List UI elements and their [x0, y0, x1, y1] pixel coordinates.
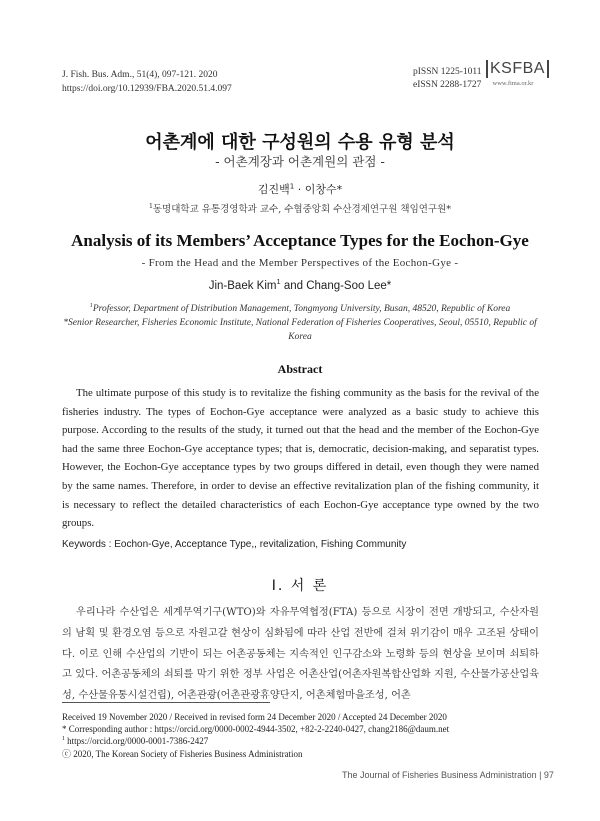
english-affiliations [0, 302, 600, 344]
english-author-2: Chang-Soo Lee* [306, 280, 392, 292]
abstract-heading: Abstract [277, 362, 323, 376]
korean-aff-mark: 1 [148, 202, 153, 210]
english-aff-2: *Senior Researcher, Fisheries Economic Institute, National Federation of Fisheries Cooperatives, Seoul, 05510, Republic of Korea [63, 318, 537, 342]
logo-mark: KSFBA [486, 60, 549, 78]
corresponding-author: * Corresponding author : https://orcid.org/0000-0002-4944-3502, +82-2-2240-0427, chang2186@daum.net [62, 724, 450, 735]
received-dates: Received 19 November 2020 / Received in revised form 24 December 2020 / Accepted 24 December 2020 [62, 712, 447, 722]
english-authors [0, 277, 600, 292]
english-author-and: and [280, 280, 307, 292]
korean-author-separator: · [294, 183, 305, 196]
orcid-1-mark: 1 [62, 736, 65, 743]
author-1-orcid [62, 735, 449, 747]
english-aff-1-text: Professor, Department of Distribution Management, Tongmyong University, Busan, 48520, Republic of Korea [92, 304, 511, 314]
english-title: Analysis of its Members’ Acceptance Types for the Eochon-Gye [71, 231, 529, 250]
keywords: Keywords : Eochon-Gye, Acceptance Type,, revitalization, Fishing Community [62, 539, 407, 550]
copyright: ⓒ 2020, The Korean Society of Fisheries Business Administration [62, 748, 303, 759]
doi-link[interactable]: https://doi.org/10.12939/FBA.2020.51.4.097 [62, 84, 232, 94]
logo-url: www.fima.or.kr [492, 80, 534, 87]
english-author-1: Jin-Baek Kim [208, 280, 277, 292]
english-author-1-mark: 1 [276, 277, 281, 287]
korean-title: 어촌계에 대한 구성원의 수용 유형 분석 [145, 132, 455, 153]
orcid-1-link[interactable]: https://orcid.org/0000-0001-7386-2427 [64, 736, 209, 747]
page-footer: The Journal of Fisheries Business Administration | 97 [342, 770, 554, 780]
introduction-body: 우리나라 수산업은 세계무역기구(WTO)와 자유무역협정(FTA) 등으로 시장이 전면 개방되고, 수산자원의 남획 및 환경오염 등으로 자원고갈 현상이 심화됨에 따라 산업 전반에 걸쳐 위기감이 매우 고조된 상태이다. 이로 인해 수산업의 기반이 되는 어촌공동체는 지속적인 인구감소와 노령화 등의 현상을 보이며 쇠퇴하고 있다. 어촌공동체의 쇠퇴를 막기 위한 정부 사업은 어촌산업(어촌자원복합산업화 지원, 수산물가공산업육성, 수산물유통시설건립), 어촌관광(어촌관광휴양단지, 어촌체험마을조성, 어촌 [62, 607, 539, 702]
english-aff-1 [0, 302, 600, 316]
korean-author-2: 이창수* [304, 183, 343, 196]
journal-ref: J. Fish. Bus. Adm., 51(4), 097-121. 2020 [62, 70, 218, 80]
footnotes [62, 711, 449, 760]
korean-author-1: 김진백 [257, 183, 290, 196]
korean-subtitle: - 어촌계장과 어촌계원의 관점 - [215, 154, 385, 169]
korean-author-1-mark: 1 [289, 181, 295, 191]
pissn: pISSN 1225-1011 [413, 67, 482, 77]
abstract-body: The ultimate purpose of this study is to revitalize the fishing community as the basis for the revival of the fisheries industry. The types of Eochon-Gye acceptance were analyzed as a basic study to achieve this purpose. According to the results of the study, it turned out that the head and the member of the Eochon-Gye had the same three Eochon-Gye acceptance types; that is, democratic, decision-making, and separatist types. However, the Eochon-Gye acceptance types by two groups differed in detail, even though they were named by the same names. Therefore, in order to devise an effective revitalization plan of the fishing community, it is necessary to reflect the detailed characteristics of each Eochon-Gye acceptance type owned by the two groups. [62, 387, 539, 530]
footnote-rule [62, 702, 270, 703]
english-subtitle: - From the Head and the Member Perspectives of the Eochon-Gye - [141, 257, 459, 269]
journal-citation [62, 68, 232, 96]
korean-affiliations [0, 201, 600, 215]
society-logo [486, 60, 545, 87]
eissn: eISSN 2288-1727 [413, 80, 482, 90]
issn-block [413, 66, 482, 92]
english-aff-1-mark: 1 [89, 302, 93, 309]
korean-aff-text: 동명대학교 유통경영학과 교수, 수협중앙회 수산경제연구원 책임연구원* [152, 204, 452, 215]
section-heading-introduction: Ⅰ. 서 론 [271, 578, 329, 594]
korean-authors [0, 181, 600, 197]
